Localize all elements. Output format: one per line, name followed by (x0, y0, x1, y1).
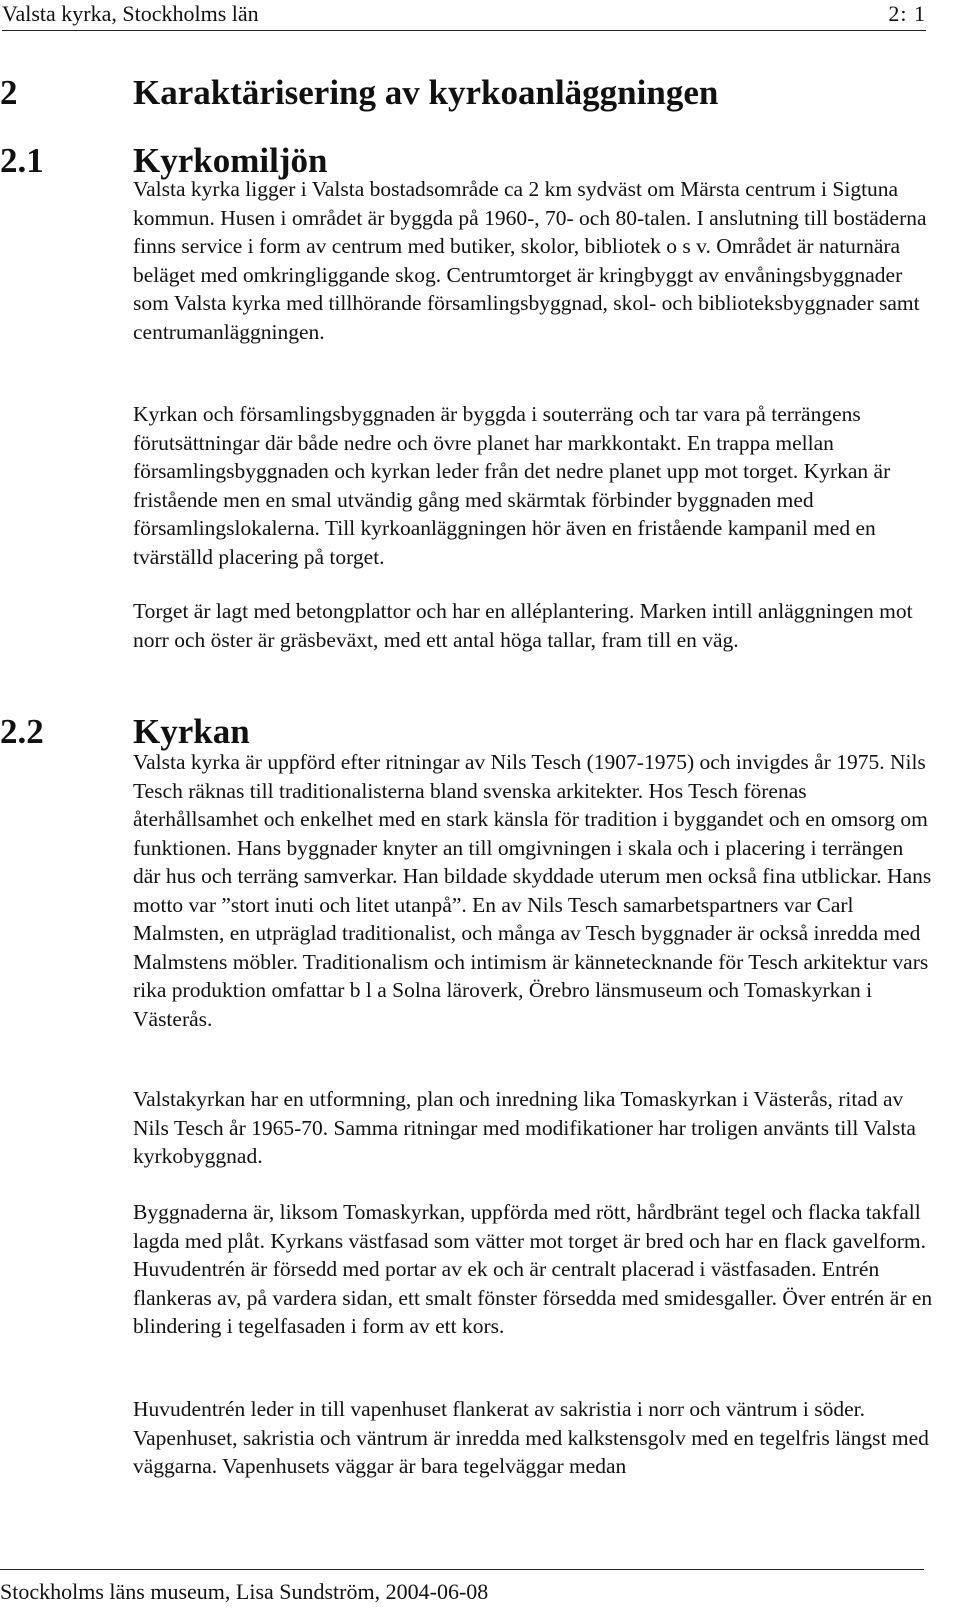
chapter-number: 2 (0, 73, 18, 112)
page-header (2, 0, 926, 31)
section-title: Kyrkan (133, 712, 250, 751)
chapter-title: Karaktärisering av kyrkoanläggningen (133, 73, 719, 112)
paragraph: Kyrkan och församlingsbyggnaden är byggda i souterräng och tar vara på terrängens förutsättningar där både nedre och övre planet har markkontakt. En trappa mellan församlingsbyggnaden och kyrkan leder från det nedre planet upp mot torget. Kyrkan är fristående men en smal utvändig gång med skärmtak förbinder byggnaden med församlingslokalerna. Till kyrkoanläggningen hör även en fristående kampanil med en tvärställd placering på torget. (133, 402, 891, 569)
paragraph: Valsta kyrka är uppförd efter ritningar av Nils Tesch (1907-1975) och invigdes år 1975. Nils Tesch räknas till traditionalisterna bland svenska arkitekter. Hos Tesch förenas återhållsamhet och enkelhet med en stark känsla för tradition i byggandet och en omsorg om funktionen. Hans byggnader knyter an till omgivningen i skala och i placering i terrängen där hus och terräng samverkar. Han bildade skyddade uterum men också fina utblickar. Hans motto var ”stort inuti och litet utanpå”. En av Nils Tesch samarbetspartners var Carl Malmsten, en utpräglad traditionalist, och många av Tesch byggnader är också inredda med Malmstens möbler. Traditionalism och intimism är kännetecknande för Tesch arkitektur vars rika produktion omfattar b l a Solna läroverk, Örebro länsmuseum och Tomaskyrkan i Västerås. (133, 750, 932, 1031)
section-title: Kyrkomiljön (133, 141, 328, 180)
page-footer (0, 1569, 924, 1606)
paragraph: Valstakyrkan har en utformning, plan och inredning lika Tomaskyrkan i Västerås, ritad av Nils Tesch år 1965-70. Samma ritningar med modifikationer har troligen använts till Valsta kyrkobyggnad. (133, 1087, 916, 1168)
document-title: Valsta kyrka, Stockholms län (2, 1, 259, 26)
paragraph: Valsta kyrka ligger i Valsta bostadsområde ca 2 km sydväst om Märsta centrum i Sigtuna kommun. Husen i området är byggda på 1960-, 70- och 80-talen. I anslutning till bostäderna finns service i form av centrum med butiker, skolor, bibliotek o s v. Området är naturnära beläget med omkringliggande skog. Centrumtorget är kringbyggt av envåningsbyggnader som Valsta kyrka med tillhörande församlingsbyggnad, skol- och biblioteksbyggnader samt centrumanläggningen. (133, 177, 927, 344)
paragraph: Byggnaderna är, liksom Tomaskyrkan, uppförda med rött, hårdbränt tegel och flacka takfall lagda med plåt. Kyrkans västfasad som vätter mot torget är bred och har en flack gavelform. Huvudentrén är försedd med portar av ek och är centralt placerad i västfasaden. Entrén flankeras av, på vardera sidan, ett smalt fönster försedda med smidesgaller. Över entrén är en blindering i tegelfasaden i form av ett kors. (133, 1200, 933, 1338)
page-number: 2: 1 (888, 1, 926, 26)
section-number: 2.2 (0, 712, 44, 751)
paragraph: Huvudentrén leder in till vapenhuset flankerat av sakristia i norr och väntrum i söder. Vapenhuset, sakristia och väntrum är inredda med kalkstensgolv med en tegelfris längst med väggarna. Vapenhusets väggar är bara tegelväggar medan (133, 1397, 929, 1478)
section-number: 2.1 (0, 141, 44, 180)
paragraph: Torget är lagt med betongplattor och har en alléplantering. Marken intill anläggningen mot norr och öster är gräsbeväxt, med ett antal höga tallar, fram till en väg. (133, 599, 913, 652)
footer-text: Stockholms läns museum, Lisa Sundström, 2004-06-08 (0, 1579, 489, 1604)
